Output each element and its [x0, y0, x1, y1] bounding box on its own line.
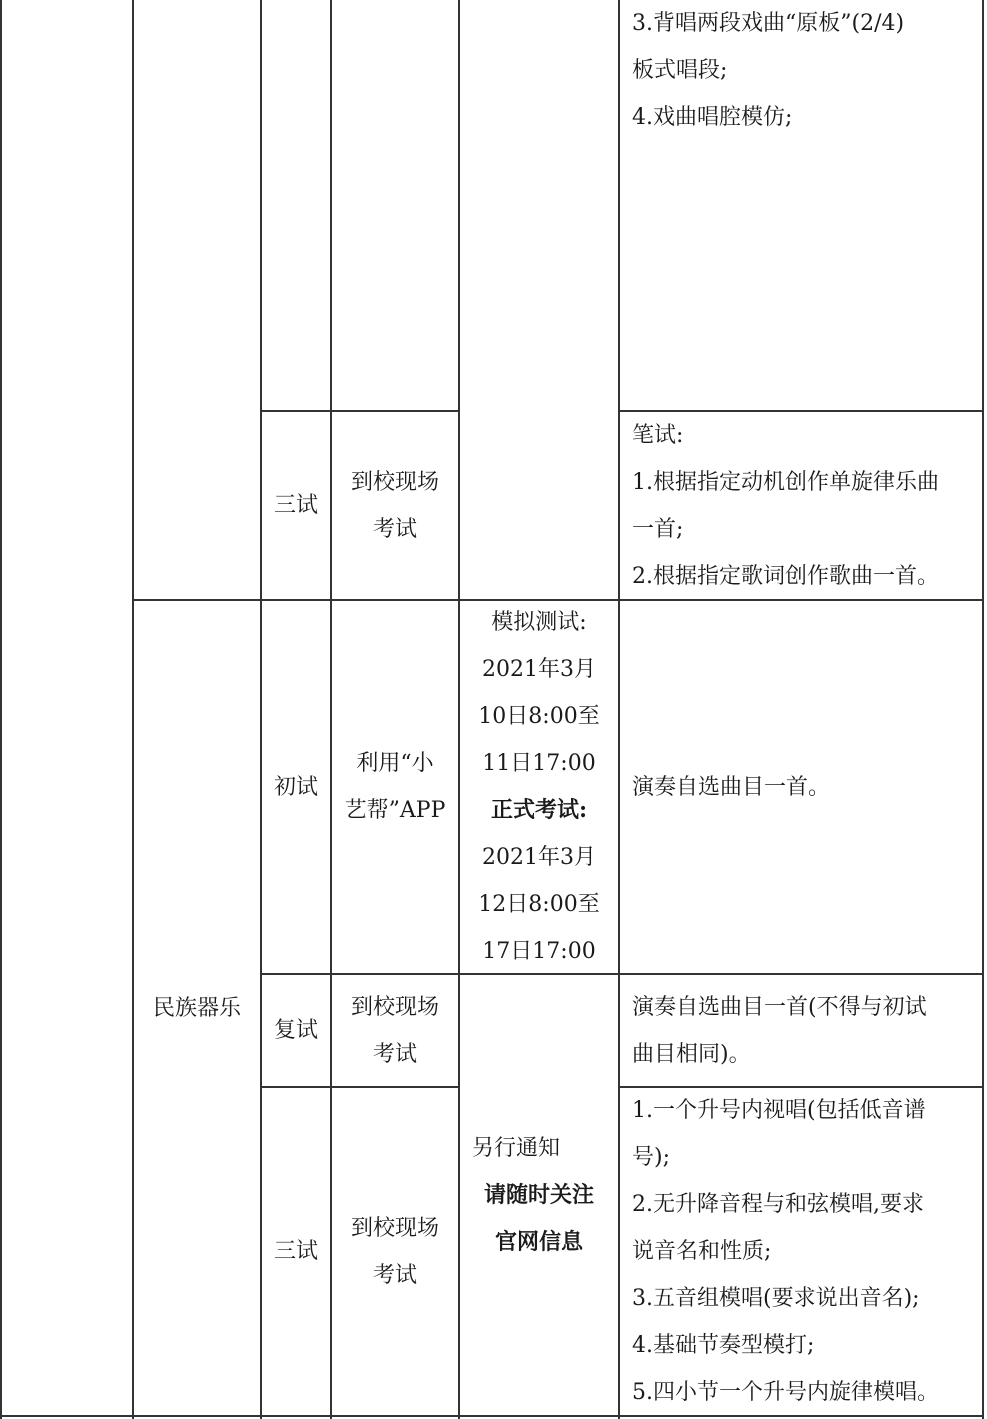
time-line: 11日17:00 [482, 751, 596, 776]
content-line: 2.根据指定歌词创作歌曲一首。 [632, 563, 939, 589]
method-line: 利用“小 [356, 751, 434, 776]
content-cell [620, 1088, 982, 1415]
content-line: 曲目相同)。 [632, 1041, 751, 1067]
notice-cell [460, 975, 618, 1415]
round-label: 复试 [273, 1018, 318, 1043]
content-line: 演奏自选曲目一首(不得与初试 [632, 994, 927, 1020]
method-line: 到校现场 [350, 469, 439, 495]
time-line: 10日8:00至 [478, 704, 600, 729]
method-line: 艺帮”APP [344, 798, 446, 823]
content-line: 3.背唱两段戏曲“原板”(2/4) [632, 11, 905, 36]
content-line: 号); [632, 1145, 670, 1170]
time-line: 17日17:00 [482, 939, 596, 964]
content-cell [620, 975, 982, 1086]
content-line: 5.四小节一个升号内旋律模唱。 [632, 1380, 939, 1405]
content-line: 1.根据指定动机创作单旋律乐曲 [632, 469, 939, 495]
method-cell [332, 975, 458, 1086]
method-cell [332, 601, 458, 973]
top-content-cell [620, 0, 982, 410]
method-line: 考试 [372, 516, 417, 542]
round-cell [262, 1088, 330, 1415]
content-cell [620, 412, 982, 599]
time-line: 2021年3月 [482, 657, 596, 682]
content-line: 4.戏曲唱腔模仿; [632, 105, 793, 130]
grid-line [0, 0, 2, 1419]
round-label: 初试 [273, 774, 318, 800]
round-cell [262, 975, 330, 1086]
time-line: 12日8:00至 [478, 892, 600, 917]
major-cell [134, 601, 260, 1415]
time-cell [460, 601, 618, 973]
notice-bold-line: 官网信息 [494, 1228, 583, 1255]
content-line: 演奏自选曲目一首。 [632, 774, 831, 800]
major-label: 民族器乐 [152, 995, 241, 1021]
notice-bold-line: 请随时关注 [483, 1181, 594, 1208]
method-cell [332, 1088, 458, 1415]
method-line: 到校现场 [350, 1215, 439, 1241]
content-line: 说音名和性质; [632, 1239, 772, 1264]
round-label: 三试 [273, 493, 318, 518]
grid-line [982, 0, 984, 1419]
content-line: 一首; [632, 516, 684, 542]
method-cell [332, 412, 458, 599]
content-line: 板式唱段; [632, 58, 728, 83]
content-line: 2.无升降音程与和弦模唱,要求 [632, 1192, 924, 1217]
method-line: 到校现场 [350, 994, 439, 1020]
notice-plain: 另行通知 [472, 1135, 561, 1161]
content-line: 4.基础节奏型模打; [632, 1333, 815, 1358]
content-line: 笔试: [632, 422, 684, 448]
round-label: 三试 [273, 1239, 318, 1264]
content-line: 3.五音组模唱(要求说出音名); [632, 1286, 920, 1311]
time-mock-label: 模拟测试: [491, 610, 587, 635]
round-cell [262, 412, 330, 599]
method-line: 考试 [372, 1262, 417, 1288]
content-line: 1.一个升号内视唱(包括低音谱 [632, 1098, 926, 1123]
time-line: 2021年3月 [482, 845, 596, 870]
time-formal-label: 正式考试: [490, 797, 588, 823]
round-cell [262, 601, 330, 973]
method-line: 考试 [372, 1041, 417, 1067]
content-cell [620, 601, 982, 973]
